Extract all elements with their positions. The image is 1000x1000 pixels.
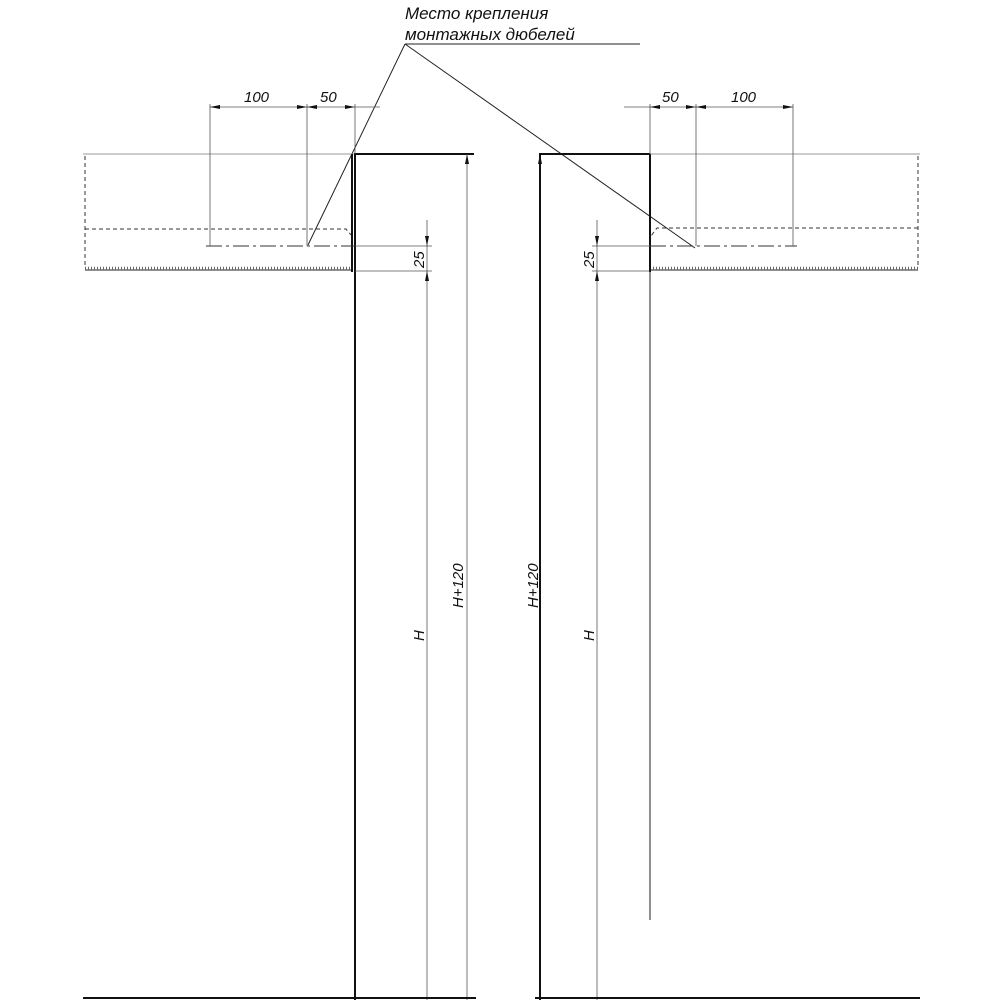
right-arrow-h120 <box>538 154 542 164</box>
callout-line-2: монтажных дюбелей <box>405 25 575 44</box>
right-hidden-rail <box>651 228 918 236</box>
left-dim-25: 25 <box>411 251 428 268</box>
left-arrow-h120 <box>465 154 469 164</box>
left-dim-100: 100 <box>244 89 270 106</box>
left-arrow-4 <box>345 105 355 109</box>
right-dim-50: 50 <box>662 89 679 106</box>
leader-left <box>308 44 405 245</box>
right-dim-100: 100 <box>731 89 757 106</box>
right-arrow-4 <box>783 105 793 109</box>
left-arrow-2 <box>297 105 307 109</box>
callout-line-1: Место крепления <box>405 4 549 23</box>
left-dim-50: 50 <box>320 89 337 106</box>
left-arrow-25a <box>425 236 429 246</box>
left-hidden-rail <box>85 229 352 236</box>
left-arrow-1 <box>210 105 220 109</box>
left-dim-h120: H+120 <box>450 563 467 608</box>
left-arrow-25b <box>425 271 429 281</box>
right-arrow-25b <box>595 271 599 281</box>
right-arrow-3 <box>696 105 706 109</box>
right-dim-25: 25 <box>581 251 598 268</box>
right-dim-h: H <box>581 630 598 641</box>
right-arrow-25a <box>595 236 599 246</box>
right-arrow-2 <box>686 105 696 109</box>
left-dim-h: H <box>411 630 428 641</box>
left-assembly <box>83 89 476 1000</box>
right-post-outline <box>540 154 650 1000</box>
leader-right <box>405 44 695 248</box>
left-arrow-3 <box>307 105 317 109</box>
dowel-callout <box>308 4 695 248</box>
right-assembly <box>525 89 920 1000</box>
right-dim-h120: H+120 <box>525 563 542 608</box>
right-arrow-1 <box>650 105 660 109</box>
